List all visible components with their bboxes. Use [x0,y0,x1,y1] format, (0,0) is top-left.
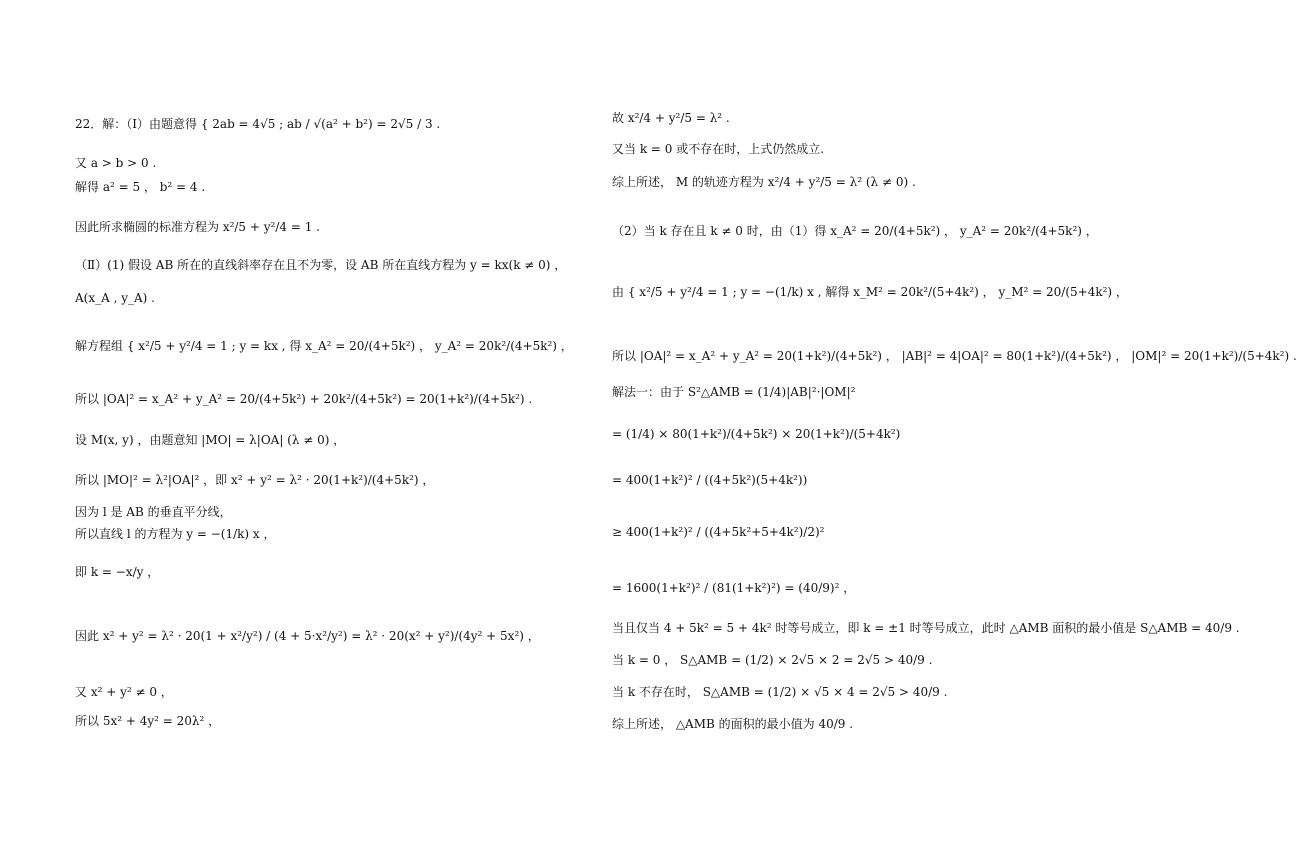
area-step-2: = 400(1+k²)² / ((4+5k²)(5+4k²)) [612,473,808,487]
area-bound: = 1600(1+k²)² / (81(1+k²)²) = (40/9)² ， [612,581,856,595]
nonzero-condition: 又 x² + y² ≠ 0 ， [75,685,173,699]
set-m: 设 M(x, y) ，由题意知 |MO| = λ|OA| (λ ≠ 0) ， [75,433,346,447]
substitution: 因此 x² + y² = λ² · 20(1 + x²/y²) / (4 + 5·x²/y²) = λ² · 20(x² + y²)/(4y² + 5x²) ， [75,629,540,643]
solve-xm-ym: 由 { x²/5 + y²/4 = 1 ; y = −(1/k) x , 解得 x_M² = 20k²/(5+4k²) ， y_M² = 20/(5+4k²) ， [612,285,1128,299]
solve-system-xa-ya: 解方程组 { x²/5 + y²/4 = 1 ; y = kx , 得 x_A² = 20/(4+5k²) ， y_A² = 20k²/(4+5k²) ， [75,339,573,353]
problem-22-system: 22．解：（Ⅰ）由题意得 { 2ab = 4√5 ; ab / √(a² + b²) = 2√5 / 3 . [75,117,441,131]
conclusion-equation: 故 x²/4 + y²/5 = λ² . [612,111,730,125]
k-undefined-area: 当 k 不存在时， S△AMB = (1/2) × √5 × 4 = 2√5 > 40/9 . [612,685,948,699]
oa-squared: 所以 |OA|² = x_A² + y_A² = 20/(4+5k²) + 20k²/(4+5k²) = 20(1+k²)/(4+5k²) . [75,392,533,406]
part2-assumption: （Ⅱ）(1) 假设 AB 所在的直线斜率存在且不为零，设 AB 所在直线方程为 y = kx(k ≠ 0) ， [75,258,567,272]
oa-ab-om: 所以 |OA|² = x_A² + y_A² = 20(1+k²)/(4+5k²) ， |AB|² = 4|OA|² = 80(1+k²)/(4+5k²) ， |OM|² = 20(1+k²)/(5+4k²) . [612,349,1297,363]
k-zero-case: 又当 k = 0 或不存在时，上式仍然成立. [612,142,825,156]
final-conclusion: 综上所述， △AMB 的面积的最小值为 40/9 . [612,717,854,731]
perpendicular-bisector: 因为 l 是 AB 的垂直平分线， [75,505,232,519]
area-step-1: = (1/4) × 80(1+k²)/(4+5k²) × 20(1+k²)/(5+4k²) [612,427,901,441]
equality-condition: 当且仅当 4 + 5k² = 5 + 4k² 时等号成立，即 k = ±1 时等号成立，此时 △AMB 面积的最小值是 S△AMB = 40/9 . [612,621,1240,635]
k-expression: 即 k = −x/y ， [75,565,160,579]
trajectory-relation: 所以 5x² + 4y² = 20λ² ， [75,714,221,728]
ellipse-equation: 因此所求椭圆的标准方程为 x²/5 + y²/4 = 1 . [75,220,320,234]
mo-squared: 所以 |MO|² = λ²|OA|² ，即 x² + y² = λ² · 20(1+k²)/(4+5k²) ， [75,473,435,487]
area-inequality: ≥ 400(1+k²)² / ((4+5k²+5+4k²)/2)² [612,525,825,539]
condition-a-b: 又 a > b > 0 . [75,156,157,170]
trajectory-conclusion: 综上所述， M 的轨迹方程为 x²/4 + y²/5 = λ² (λ ≠ 0) . [612,175,916,189]
solve-a-b: 解得 a² = 5 ， b² = 4 . [75,180,206,194]
line-l-equation: 所以直线 l 的方程为 y = −(1/k) x ， [75,527,276,541]
point-a: A(x_A , y_A) . [75,291,155,305]
k-zero-area: 当 k = 0 ， S△AMB = (1/2) × 2√5 × 2 = 2√5 > 40/9 . [612,653,933,667]
part2-k-exists: （2）当 k 存在且 k ≠ 0 时，由（1）得 x_A² = 20/(4+5k²) ， y_A² = 20k²/(4+5k²) ， [612,224,1098,238]
method-one: 解法一：由于 S²△AMB = (1/4)|AB|²·|OM|² [612,385,856,399]
